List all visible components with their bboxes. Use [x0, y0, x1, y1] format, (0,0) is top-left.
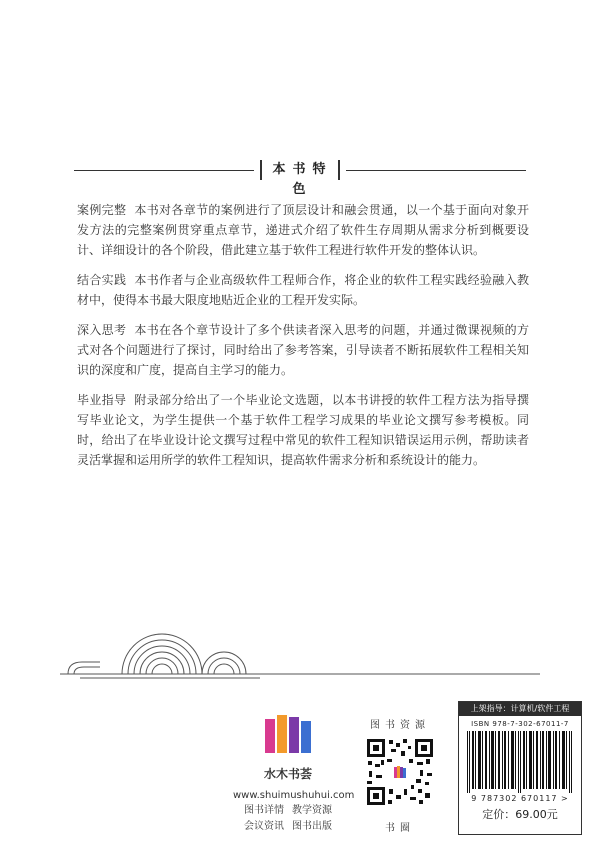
isbn-number: ISBN 978-7-302-67011-7 — [471, 720, 569, 728]
publisher-logo-text: 水木书荟 — [263, 767, 312, 781]
link-book-details[interactable]: 图书详情 — [244, 805, 284, 816]
feature-section — [77, 270, 529, 310]
publisher-block — [233, 713, 355, 835]
header-rule-right — [346, 170, 526, 171]
link-book-publishing[interactable]: 图书出版 — [292, 821, 332, 832]
header-rule-left — [74, 170, 254, 171]
shelf-guide: 上架指导：计算机/软件工程 — [459, 702, 581, 716]
feature-text: 本书对各章节的案例进行了顶层设计和融会贯通，以一个基于面向对象开发方法的完整案例贯穿重点章节，递进式介绍了软件生存周期从需求分析到概要设计、详细设计的各个阶段，借此建立基于软件工程进行软件开发的整体认识。 — [77, 203, 529, 257]
feature-label: 毕业指导 — [77, 393, 127, 407]
section-title: 本书特色 — [260, 160, 340, 180]
qr-block — [365, 716, 435, 834]
feature-label: 案例完整 — [77, 203, 127, 217]
feature-text: 本书在各个章节设计了多个供读者深入思考的问题，并通过微课视频的方式对各个问题进行了探讨，同时给出了参考答案，引导读者不断拓展软件工程相关知识的深度和广度，提高自主学习的能力。 — [77, 323, 529, 377]
publisher-logo-icon — [263, 713, 313, 757]
publisher-website[interactable]: www.shuimushuhui.com — [233, 790, 355, 801]
section-header — [74, 160, 526, 197]
qr-top-label: 图书资源 — [370, 720, 430, 731]
wave-ornament — [60, 618, 540, 680]
book-price: 定价：69.00元 — [482, 808, 558, 821]
qr-code-icon[interactable] — [365, 737, 435, 807]
feature-section — [77, 320, 529, 380]
qr-bottom-label: 书圈 — [385, 823, 415, 834]
feature-label: 深入思考 — [77, 323, 127, 337]
link-conference-news[interactable]: 会议资讯 — [244, 821, 284, 832]
barcode-digits: 9 787302 670117 > — [471, 794, 569, 803]
feature-section — [77, 390, 529, 470]
feature-label: 结合实践 — [77, 273, 127, 287]
features-content — [77, 200, 529, 480]
link-teaching-resources[interactable]: 教学资源 — [292, 805, 332, 816]
feature-section — [77, 200, 529, 260]
barcode-icon — [465, 731, 575, 793]
isbn-block — [458, 701, 582, 835]
feature-text: 附录部分给出了一个毕业论文选题，以本书讲授的软件工程方法为指导撰写毕业论文，为学生提供一个基于软件工程学习成果的毕业论文撰写参考模板。同时，给出了在毕业设计论文撰写过程中常见的软件工程知识错误运用示例，帮助读者灵活掌握和运用所学的软件工程知识，提高软件需求分析和系统设计的能力。 — [77, 393, 529, 467]
feature-text: 本书作者与企业高级软件工程师合作，将企业的软件工程实践经验融入教材中，使得本书最大限度地贴近企业的工程开发实际。 — [77, 273, 529, 307]
publisher-links — [233, 803, 343, 835]
